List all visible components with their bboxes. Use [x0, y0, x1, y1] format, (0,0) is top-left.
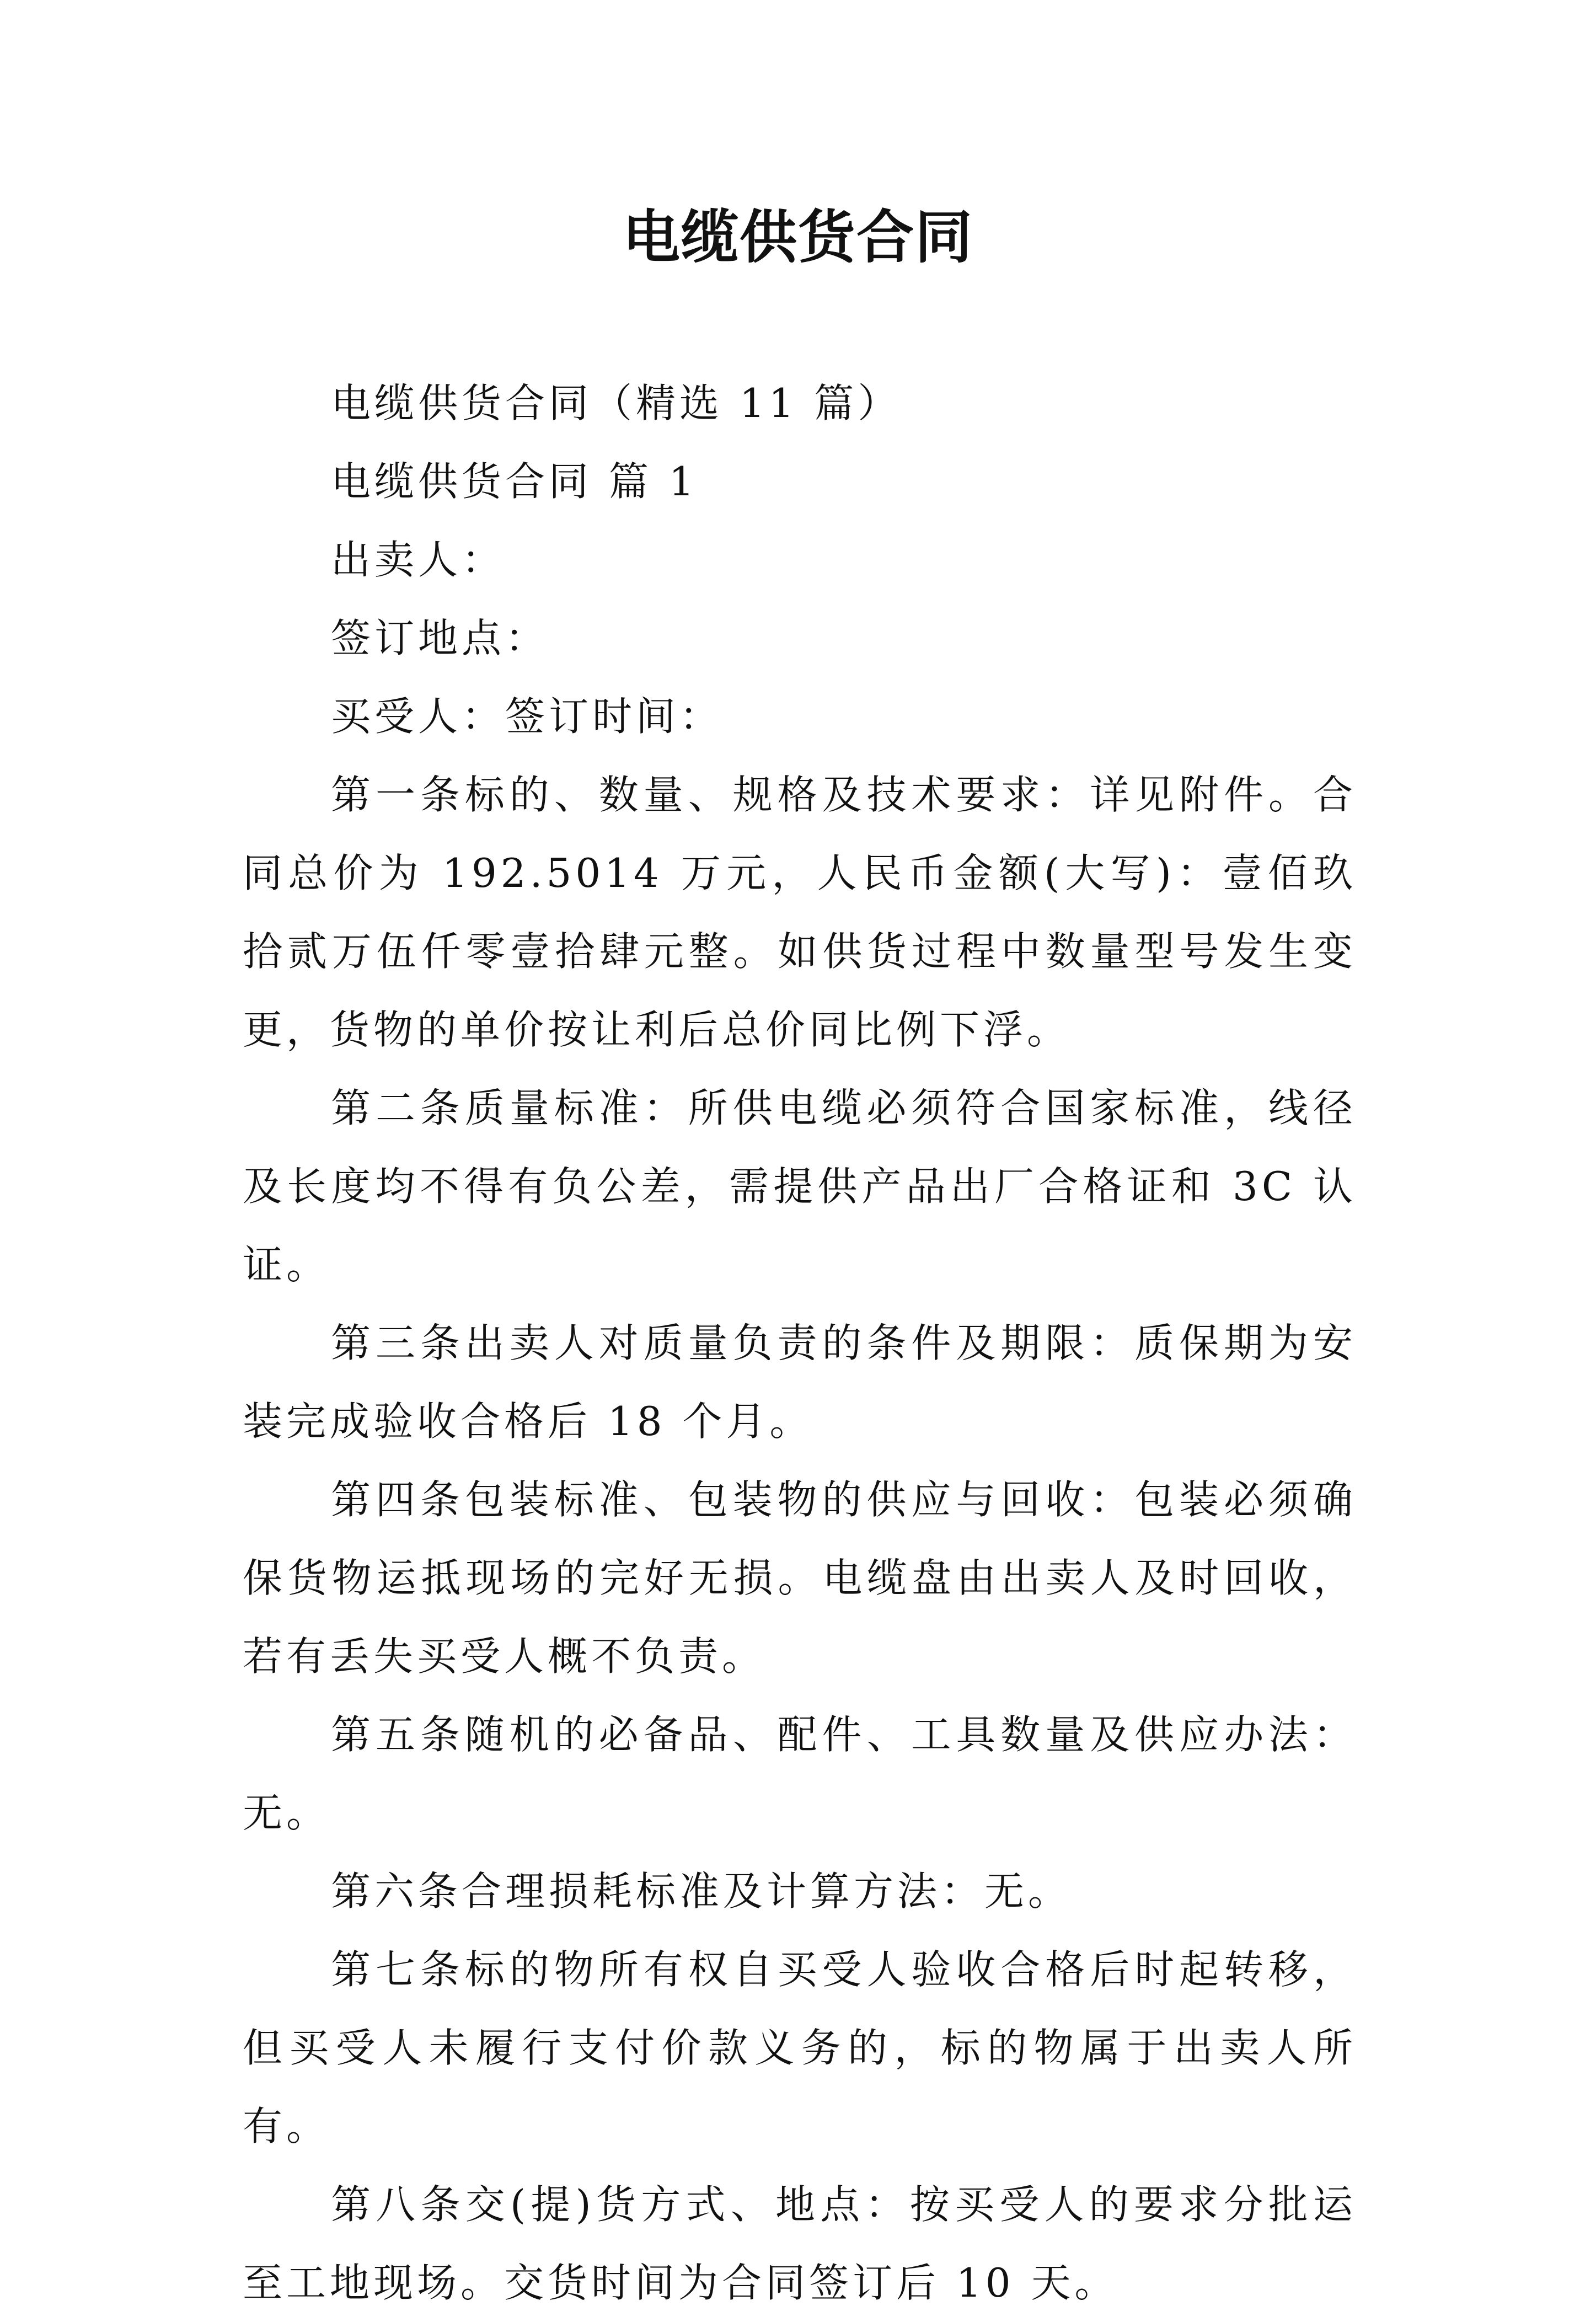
- article-2: 第二条质量标准：所供电缆必须符合国家标准，线径及长度均不得有负公差，需提供产品出厂合格证和 3C 认证。: [243, 1085, 1357, 1288]
- document-body: [243, 364, 1357, 2322]
- article-7: 第七条标的物所有权自买受人验收合格后时起转移，但买受人未履行支付价款义务的，标的物属于出卖人所有。: [243, 1946, 1357, 2149]
- buyer-time-field: 买受人：签订时间：: [331, 693, 724, 740]
- section-heading: 电缆供货合同 篇 1: [331, 458, 698, 505]
- article-4: 第四条包装标准、包装物的供应与回收：包装必须确保货物运抵现场的完好无损。电缆盘由出卖人及时回收，若有丢失买受人概不负责。: [243, 1476, 1357, 1679]
- subtitle-selected: 电缆供货合同（精选 11 篇）: [331, 380, 902, 426]
- article-3: 第三条出卖人对质量负责的条件及期限：质保期为安装完成验收合格后 18 个月。: [243, 1320, 1357, 1444]
- document-title: 电缆供货合同: [622, 204, 973, 271]
- article-8: 第八条交(提)货方式、地点：按买受人的要求分批运至工地现场。交货时间为合同签订后 10 天。: [243, 2181, 1357, 2306]
- article-1: 第一条标的、数量、规格及技术要求：详见附件。合同总价为 192.5014 万元，人民币金额(大写)：壹佰玖拾贰万伍仟零壹拾肆元整。如供货过程中数量型号发生变更，货物的单价按让利后总价同比例下浮。: [243, 772, 1357, 1053]
- article-5: 第五条随机的必备品、配件、工具数量及供应办法：无。: [243, 1711, 1357, 1836]
- signing-place-field: 签订地点：: [331, 615, 549, 661]
- seller-field: 出卖人：: [331, 537, 506, 583]
- article-6: 第六条合理损耗标准及计算方法：无。: [331, 1868, 1072, 1914]
